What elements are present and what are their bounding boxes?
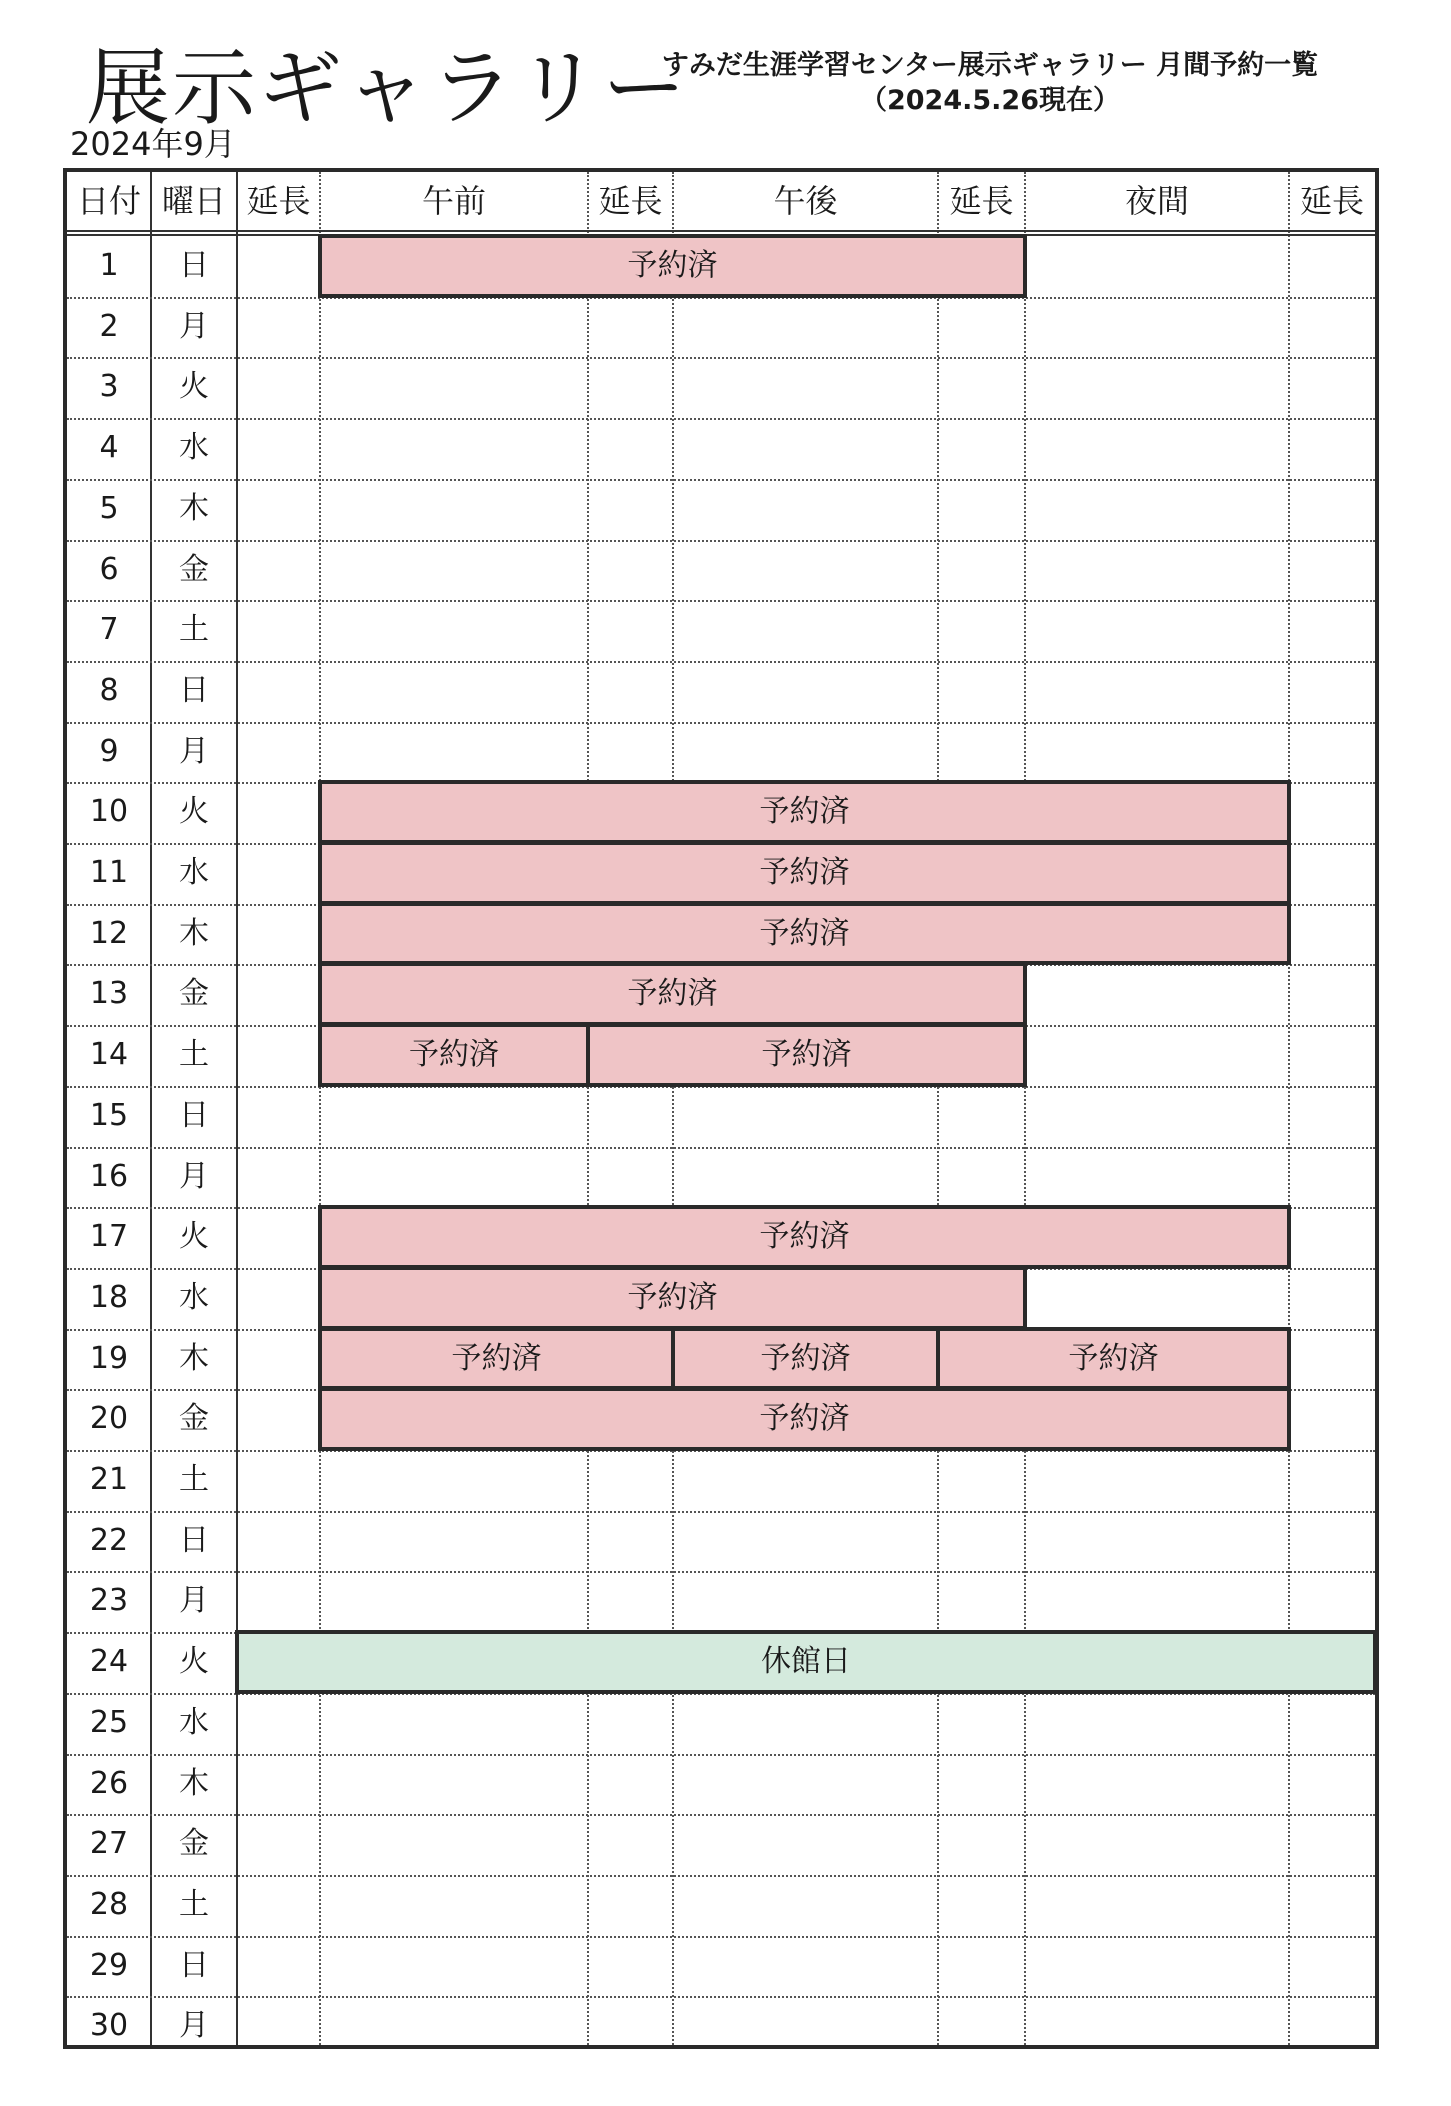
weekday-cell: 土 [179, 1462, 209, 1497]
date-cell: 20 [89, 1401, 129, 1437]
date-cell: 30 [89, 2008, 129, 2044]
weekday-cell: 火 [179, 1644, 209, 1680]
row-divider [67, 1936, 1375, 1938]
weekday-cell: 金 [179, 1401, 209, 1437]
reservation-block: 予約済 [318, 841, 1291, 905]
weekday-cell: 月 [179, 2008, 209, 2044]
subtitle: すみだ生涯学習センター展示ギャラリー 月間予約一覧 [661, 50, 1319, 81]
row-divider [67, 722, 1375, 724]
reservation-block: 予約済 [586, 1023, 1027, 1087]
date-cell: 14 [89, 1037, 129, 1073]
row-divider [67, 418, 1375, 420]
column-divider [319, 172, 321, 2045]
date-cell: 6 [99, 551, 119, 587]
row-divider [67, 1754, 1375, 1756]
weekday-cell: 日 [179, 672, 209, 708]
row-divider [67, 1571, 1375, 1573]
row-divider [67, 1814, 1375, 1816]
weekday-cell: 月 [179, 1158, 209, 1194]
column-header: 曜日 [161, 182, 226, 220]
column-header: 午後 [773, 182, 838, 220]
column-header: 夜間 [1124, 182, 1189, 220]
row-divider [67, 1996, 1375, 1998]
row-divider [67, 661, 1375, 663]
date-cell: 4 [99, 430, 119, 466]
weekday-cell: 金 [179, 976, 209, 1012]
reservation-block: 予約済 [318, 1023, 590, 1087]
date-cell: 8 [99, 672, 119, 708]
weekday-cell: 水 [179, 855, 209, 890]
weekday-cell: 日 [179, 248, 209, 283]
month-label: 2024年9月 [70, 125, 236, 163]
column-divider [1024, 172, 1026, 2045]
header-divider [67, 230, 1375, 232]
weekday-cell: 木 [179, 915, 209, 951]
reservation-block: 予約済 [318, 1205, 1291, 1269]
weekday-cell: 日 [179, 1522, 209, 1558]
weekday-cell: 水 [179, 1279, 209, 1315]
reservation-block: 予約済 [318, 902, 1291, 966]
weekday-cell: 木 [179, 1340, 209, 1376]
reservation-block: 予約済 [318, 962, 1027, 1026]
weekday-cell: 火 [179, 1219, 209, 1255]
closed-day-block: 休館日 [235, 1630, 1377, 1694]
date-cell: 11 [89, 855, 129, 890]
date-cell: 18 [89, 1279, 129, 1315]
date-cell: 10 [89, 794, 129, 830]
reservation-block: 予約済 [318, 234, 1027, 298]
date-cell: 26 [89, 1765, 129, 1801]
reservation-block: 予約済 [671, 1327, 940, 1391]
weekday-cell: 月 [179, 308, 209, 344]
date-cell: 17 [89, 1219, 129, 1255]
weekday-cell: 月 [179, 733, 209, 769]
weekday-cell: 土 [179, 612, 209, 648]
date-cell: 2 [99, 308, 119, 344]
weekday-cell: 水 [179, 1704, 209, 1740]
date-cell: 29 [89, 1947, 129, 1983]
reservation-block: 予約済 [936, 1327, 1291, 1391]
column-divider [1288, 172, 1290, 2045]
date-cell: 25 [89, 1704, 129, 1740]
row-divider [67, 1511, 1375, 1513]
reservation-table [63, 168, 1379, 2049]
page-title: 展示ギャラリー [86, 39, 689, 137]
date-cell: 9 [99, 733, 119, 769]
date-cell: 16 [89, 1158, 129, 1194]
weekday-cell: 日 [179, 1947, 209, 1983]
date-cell: 28 [89, 1886, 129, 1922]
as-of-date: （2024.5.26現在） [859, 85, 1121, 116]
date-cell: 12 [89, 915, 129, 951]
date-cell: 7 [99, 612, 119, 648]
date-cell: 5 [99, 490, 119, 526]
reservation-block: 予約済 [318, 1327, 675, 1391]
column-header: 延長 [949, 182, 1014, 220]
date-cell: 27 [89, 1826, 129, 1862]
weekday-cell: 火 [179, 369, 209, 405]
column-divider [672, 172, 674, 2045]
column-divider [937, 172, 939, 2045]
weekday-cell: 木 [179, 490, 209, 526]
reservation-block: 予約済 [318, 1387, 1291, 1451]
date-cell: 1 [99, 248, 119, 283]
row-divider [67, 600, 1375, 602]
date-cell: 24 [89, 1644, 129, 1680]
weekday-cell: 月 [179, 1583, 209, 1619]
weekday-cell: 木 [179, 1765, 209, 1801]
weekday-cell: 金 [179, 551, 209, 587]
row-divider [67, 1147, 1375, 1149]
row-divider [67, 540, 1375, 542]
column-header: 日付 [76, 182, 141, 220]
date-cell: 15 [89, 1097, 129, 1133]
weekday-cell: 火 [179, 794, 209, 830]
date-cell: 21 [89, 1462, 129, 1497]
column-header: 延長 [1299, 182, 1364, 220]
row-divider [67, 357, 1375, 359]
column-divider [587, 172, 589, 2045]
date-cell: 19 [89, 1340, 129, 1376]
reservation-block: 予約済 [318, 1266, 1027, 1330]
weekday-cell: 金 [179, 1826, 209, 1862]
date-cell: 22 [89, 1522, 129, 1558]
row-divider [67, 479, 1375, 481]
date-cell: 13 [89, 976, 129, 1012]
weekday-cell: 日 [179, 1097, 209, 1133]
weekday-cell: 土 [179, 1037, 209, 1073]
date-cell: 3 [99, 369, 119, 405]
column-header: 午前 [421, 182, 486, 220]
weekday-cell: 土 [179, 1886, 209, 1922]
reservation-block: 予約済 [318, 780, 1291, 844]
column-header: 延長 [246, 182, 311, 220]
date-cell: 23 [89, 1583, 129, 1619]
weekday-cell: 水 [179, 430, 209, 466]
row-divider [67, 1875, 1375, 1877]
column-header: 延長 [598, 182, 663, 220]
